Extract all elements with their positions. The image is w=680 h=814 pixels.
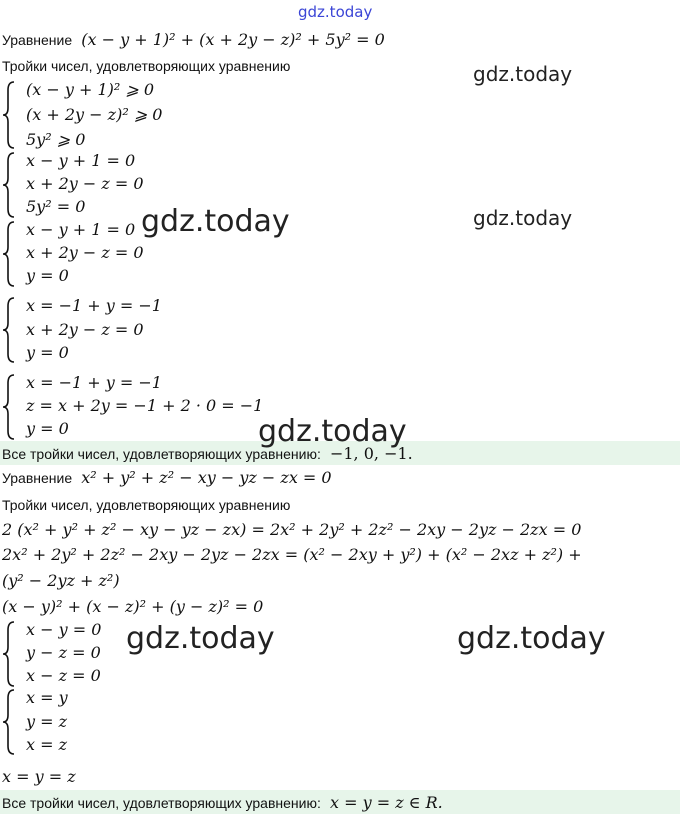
system-brace — [0, 373, 20, 441]
equation-label: Уравнение — [2, 32, 73, 48]
answer-label: Все тройки чисел, удовлетворяющих уравнению: — [2, 446, 321, 462]
answer-label: Все тройки чисел, удовлетворяющих уравнению: — [2, 795, 321, 811]
watermark: gdz.today — [258, 414, 407, 449]
system-line: x − y + 1 = 0 — [26, 151, 136, 170]
system-line: x = −1 + y = −1 — [26, 296, 162, 315]
system-brace — [0, 620, 20, 688]
system-line: y = z — [26, 712, 68, 731]
equation-2 — [2, 468, 332, 487]
equation-1 — [2, 30, 385, 49]
system-line: y = 0 — [26, 266, 69, 285]
derivation-line: (y² − 2yz + z²) — [2, 571, 120, 590]
system-line: (x − y + 1)² ⩾ 0 — [26, 80, 155, 99]
watermark: gdz.today — [457, 621, 606, 656]
watermark: gdz.today — [473, 62, 573, 86]
system-brace — [0, 688, 20, 756]
derivation-line: (x − y)² + (x − z)² + (y − z)² = 0 — [2, 597, 264, 616]
system-line: x + 2y − z = 0 — [26, 174, 144, 193]
watermark: gdz.today — [473, 206, 573, 230]
system-line: y − z = 0 — [26, 643, 101, 662]
system-line: x − y + 1 = 0 — [26, 220, 136, 239]
system-line: x = −1 + y = −1 — [26, 373, 162, 392]
intro-text-1: Тройки чисел, удовлетворяющих уравнению — [2, 58, 291, 74]
system-line: y = 0 — [26, 343, 69, 362]
system-line: x = z — [26, 735, 68, 754]
equation-formula: x² + y² + z² − xy − yz − zx = 0 — [81, 468, 332, 487]
system-line: x − z = 0 — [26, 666, 101, 685]
result-line: x = y = z — [2, 767, 76, 786]
system-line: x = y — [26, 688, 68, 707]
equation-formula: (x − y + 1)² + (x + 2y − z)² + 5y² = 0 — [81, 30, 385, 49]
watermark: gdz.today — [141, 204, 290, 239]
watermark: gdz.today — [126, 621, 275, 656]
system-line: z = x + 2y = −1 + 2 · 0 = −1 — [26, 396, 264, 415]
derivation-line: 2 (x² + y² + z² − xy − yz − zx) = 2x² + 2y² + 2z² − 2xy − 2yz − 2zx = 0 — [2, 520, 582, 539]
system-line: y = 0 — [26, 419, 69, 438]
system-brace — [0, 296, 20, 364]
answer-2 — [2, 793, 443, 812]
watermark-top: gdz.today — [298, 3, 373, 21]
system-line: x + 2y − z = 0 — [26, 320, 144, 339]
system-line: x − y = 0 — [26, 620, 102, 639]
system-brace — [0, 80, 20, 150]
equation-label: Уравнение — [2, 470, 73, 486]
system-brace — [0, 151, 20, 219]
intro-text-2: Тройки чисел, удовлетворяющих уравнению — [2, 497, 291, 513]
answer-value: x = y = z ∈ R. — [329, 793, 443, 812]
system-brace — [0, 220, 20, 288]
system-line: (x + 2y − z)² ⩾ 0 — [26, 105, 163, 124]
answer-value: −1, 0, −1. — [329, 444, 413, 463]
system-line: 5y² = 0 — [26, 197, 86, 216]
system-line: 5y² ⩾ 0 — [26, 130, 86, 149]
system-line: x + 2y − z = 0 — [26, 243, 144, 262]
derivation-line: 2x² + 2y² + 2z² − 2xy − 2yz − 2zx = (x² − 2xy + y²) + (x² − 2xz + z²) + — [2, 545, 582, 564]
